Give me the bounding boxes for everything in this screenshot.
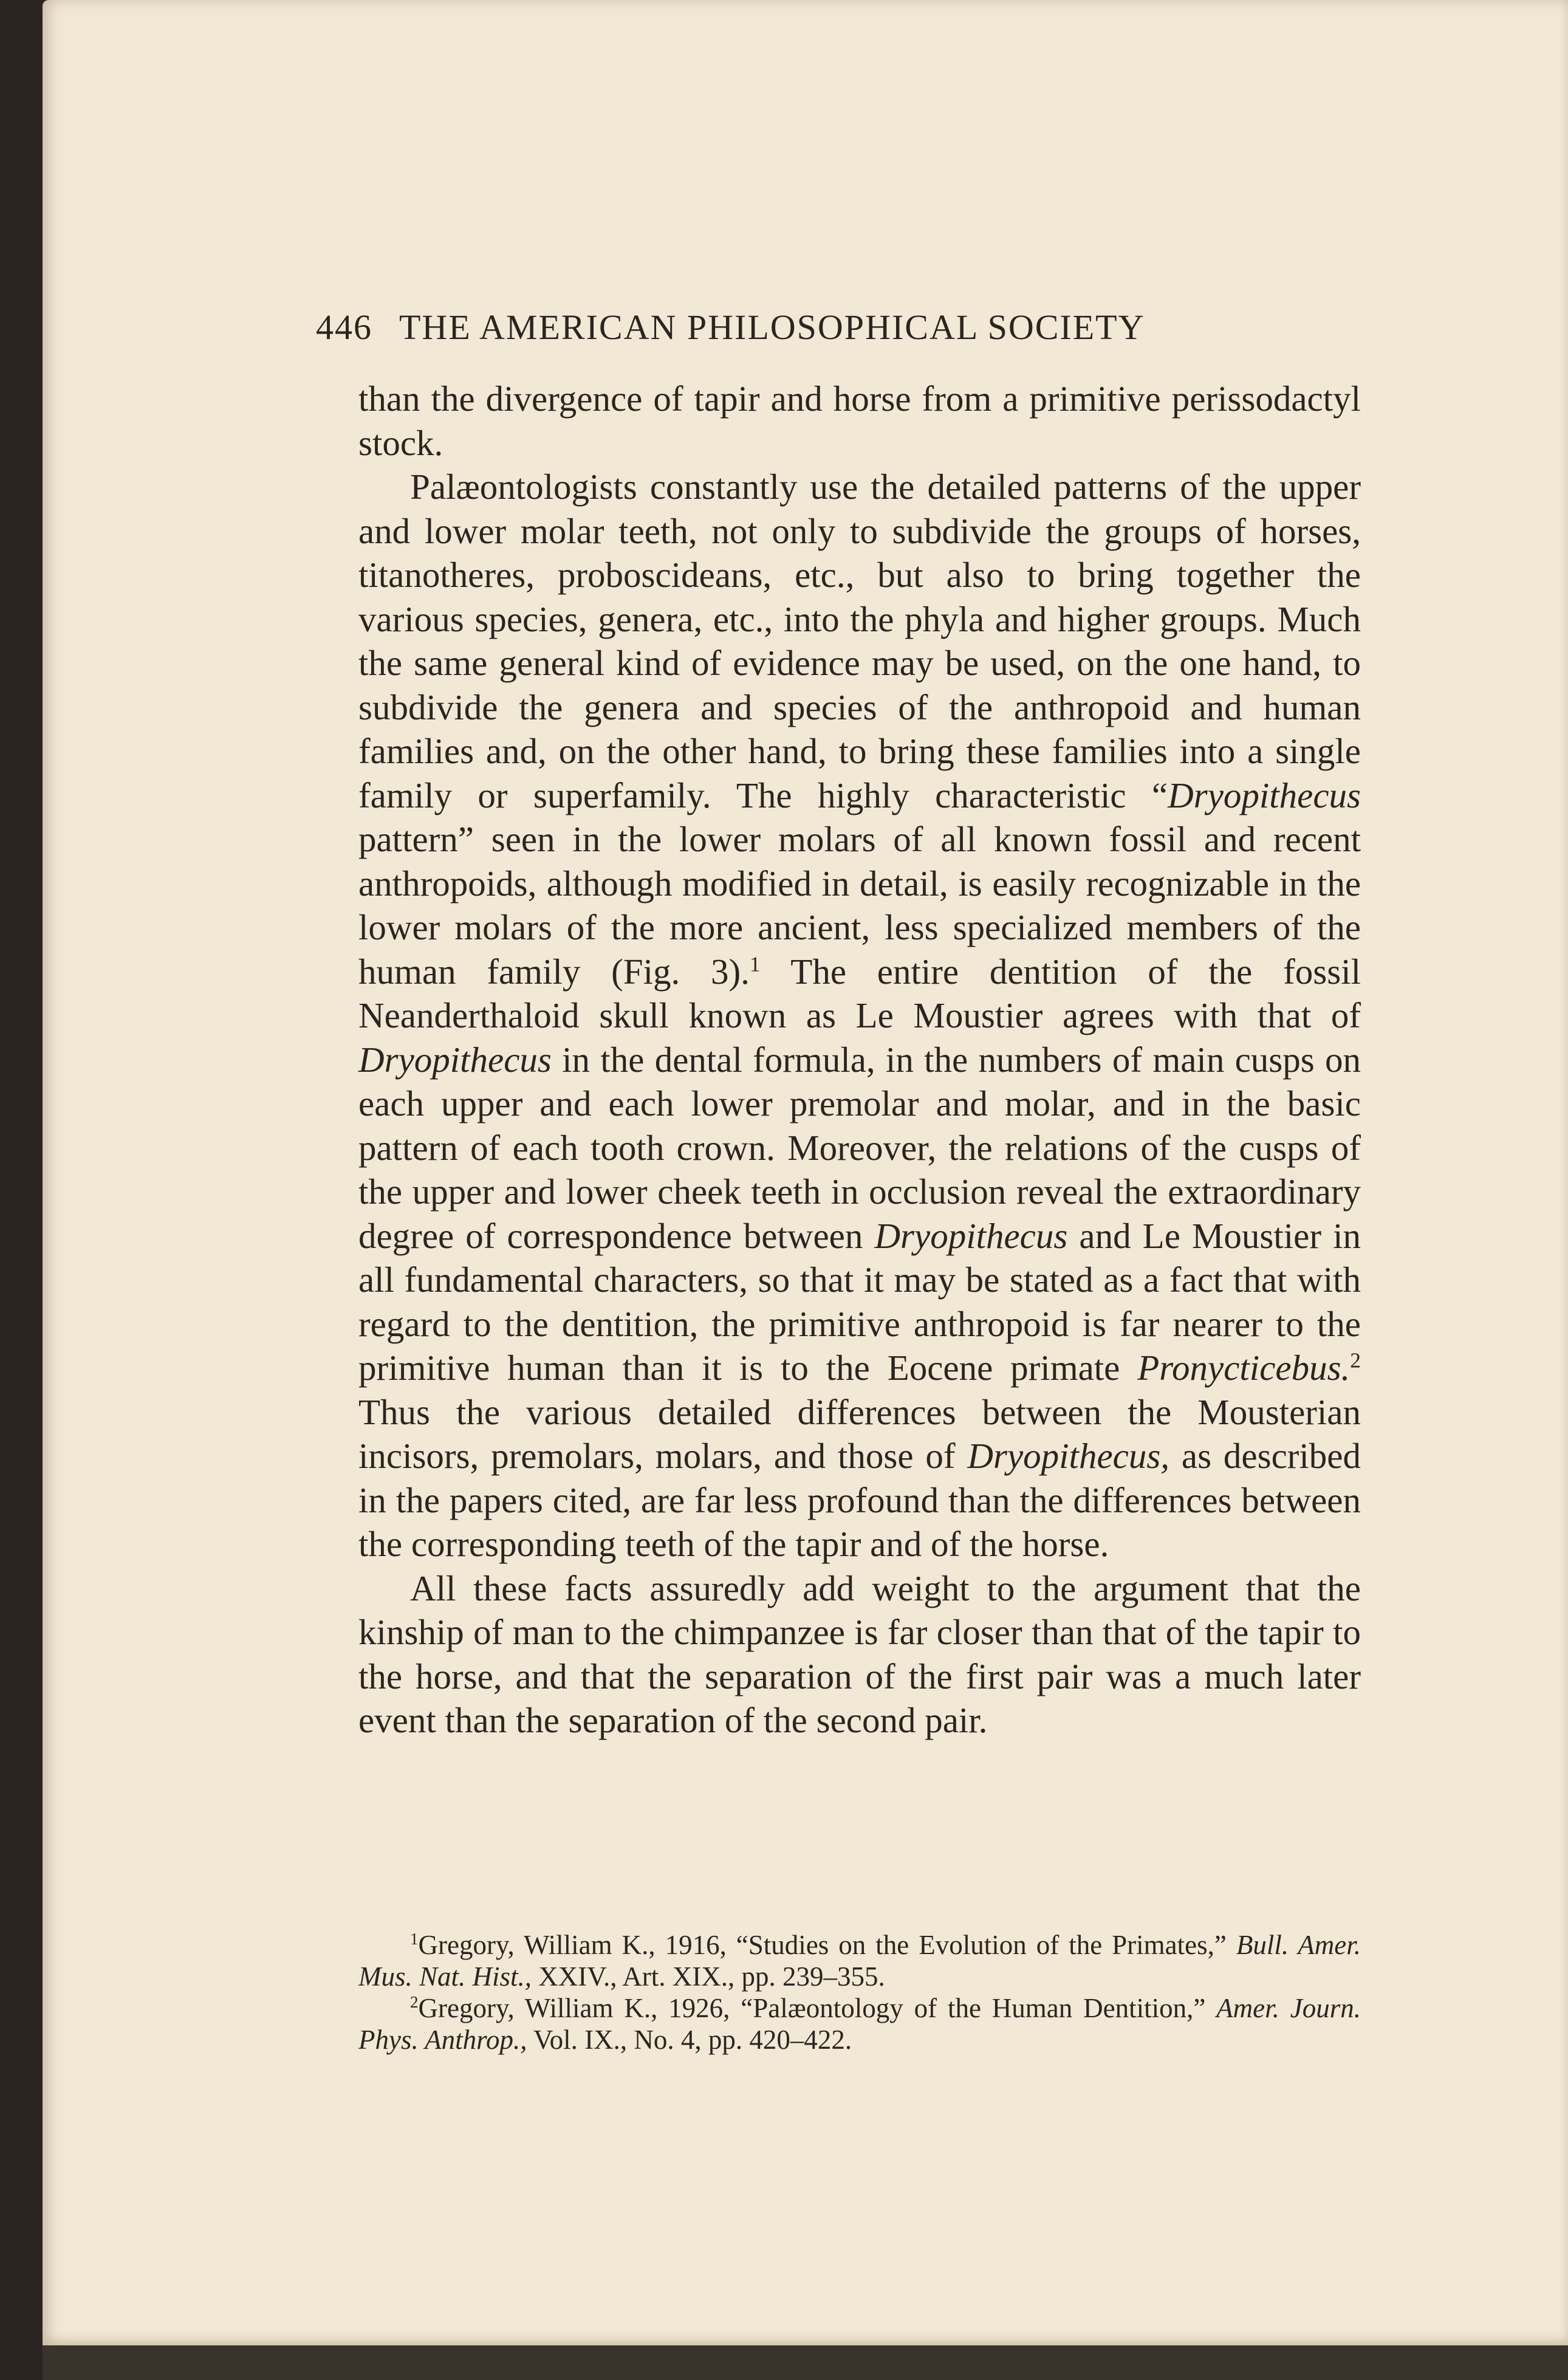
footnote-1-number: 1 [410,1930,419,1948]
body-text [358,377,1361,1743]
footnote-2-journal: Amer. Journ. Phys. Anthrop., [358,1993,1361,2055]
running-header [316,307,1403,348]
p2-italic-pronycticebus: Pronycticebus. [1137,1348,1351,1388]
footnote-2-number: 2 [410,1993,419,2011]
footnote-2-text-c: Vol. IX., No. 4, pp. 420–422. [527,2025,852,2055]
footnotes [358,1929,1361,2056]
p2-italic-dryopithecus-2: Dryopithecus [358,1039,552,1080]
running-title: THE AMERICAN PHILOSOPHICAL SOCIETY [399,307,1145,347]
footnote-ref-1: 1 [749,951,761,976]
page-number: 446 [316,307,372,347]
p2-italic-dryopithecus-1: Dryopithecus [1168,775,1361,815]
footnote-2-text-a: Gregory, William K., 1926, “Palæontology of the Human Dentition,” [418,1993,1217,2023]
paragraph-3: All these facts assuredly add weight to the argument that the kinship of man to the chimpanzee is far closer than that of the tapir to the horse, and that the separation of the first pair was a much later event than the separation of the second pair. [358,1568,1361,1740]
footnote-2 [358,1992,1361,2056]
paragraph-1: than the divergence of tapir and horse from a primitive perissodactyl stock. [358,379,1361,463]
footnote-1 [358,1929,1361,1992]
paragraph-2 [358,465,1361,1566]
p2-italic-dryopithecus-4: Dryopithecus, [967,1436,1170,1476]
scan-background-edge [43,2345,1568,2380]
footnote-1-text-c: XXIV., Art. XIX., pp. 239–355. [532,1961,885,1992]
p2-text-d: The entire dentition of the fossil Neanderthaloid skull known as Le Moustier agrees with that of [358,951,1361,1035]
p2-text-h: and Le Moustier in all fundamental characters, so that it may be stated as a fact that with regard to the dentition, the primitive anthropoid is far nearer to the primitive human than it is to the Eocene primate [358,1215,1361,1388]
footnote-1-text-a: Gregory, William K., 1916, “Studies on the Evolution of the Primates,” [418,1930,1236,1960]
footnote-ref-2: 2 [1350,1348,1361,1373]
p2-text-f: in the dental formula, in the numbers of main cusps on each upper and each lower premolar and molar, and in the basic pattern of each tooth crown. Moreover, the relations of the cusps of the upper and lower cheek teeth in occlusion reveal the extraordinary degree of correspondence between [358,1039,1361,1256]
footnote-1-journal: Bull. Amer. Mus. Nat. Hist., [358,1930,1361,1992]
p2-text-j: Thus the various detailed differences between the Mousterian incisors, premolars, molars, and those of [358,1391,1361,1476]
p2-italic-dryopithecus-3: Dryopithecus [874,1215,1068,1256]
p2-text-a: Palæontologists constantly use the detailed patterns of the upper and lower molar teeth, not only to subdivide the groups of horses, titanotheres, proboscideans, etc., but also to bring together the various species, genera, etc., into the phyla and higher groups. Much the same general kind of evidence may be used, on the one hand, to subdivide the genera and species of the anthropoid and human families and, on the other hand, to bring these families into a single family or superfamily. The highly characteristic “ [358,467,1361,815]
p2-text-c: pattern” seen in the lower molars of all known fossil and recent anthropoids, although modified in detail, is easily recognizable in the lower molars of the more ancient, less specialized members of the human family (Fig. 3). [358,819,1361,992]
p2-text-l: as described in the papers cited, are far less profound than the differences between the corresponding teeth of the tapir and of the horse. [358,1436,1361,1564]
